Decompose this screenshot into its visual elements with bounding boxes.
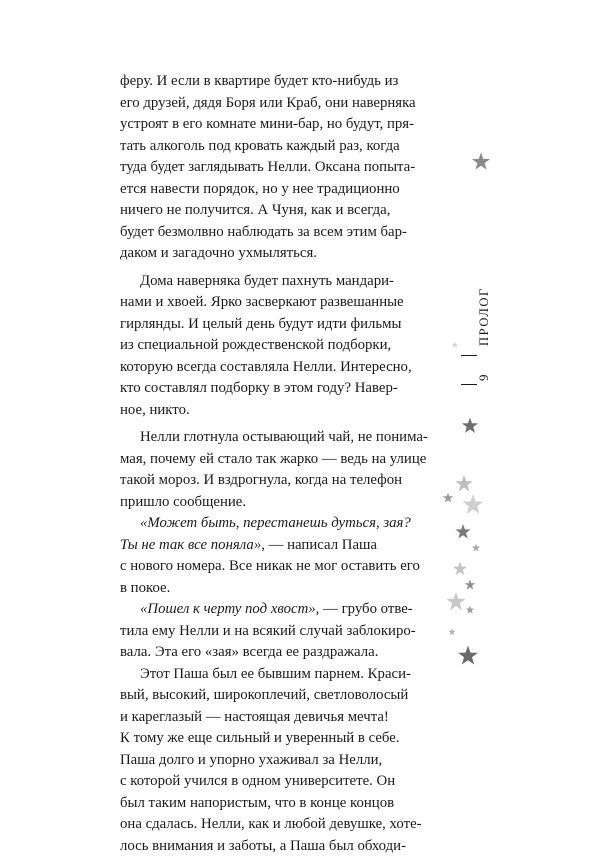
running-head-title: ПРОЛОГ: [477, 206, 492, 346]
star-icon: [462, 418, 478, 433]
paragraph-3: Нелли глотнула остывающий чай, не понима- мая, почему ей стало так жарко — ведь на улице такой мороз. И вздрогнула, когда на телефон пришло сообщение.: [120, 427, 429, 513]
page-number-rule-top: [461, 355, 477, 356]
star-icon: [455, 524, 470, 538]
star-icon: [472, 153, 490, 170]
page-number-box: [461, 355, 477, 385]
star-icon: [448, 628, 456, 635]
star-icon: [453, 562, 467, 576]
paragraph-5: «Пошел к черту под хвост», — грубо отве- тила ему Нелли и на всякий случай заблокиро- вала. Эта его «зая» всегда ее раздражала.: [120, 599, 429, 664]
star-icon: [446, 592, 465, 610]
paragraph-4: «Может быть, перестанешь дуться, зая? Ты не так все поняла», — написал Паша с нового номера. Все никак не мог оставить его в покое.: [120, 513, 429, 599]
running-head: [455, 270, 485, 410]
star-icon: [466, 606, 475, 614]
star-icon: [472, 544, 481, 552]
star-icon: [443, 493, 453, 503]
star-icon: [465, 580, 475, 590]
star-icon: [458, 646, 478, 665]
paragraph-2: Дома наверняка будет пахнуть мандари- нами и хвоей. Ярко засверкают развешанные гирлянды. И целый день будут идти фильмы из специальной рождественской подборки, которую всегда составляла Нелли. Интересно, кто составлял подборку в этом году? Навер- ное, никто.: [120, 271, 429, 422]
paragraph-6: Этот Паша был ее бывшим парнем. Краси- вый, высокий, широкоплечий, светловолосый и кареглазый — настоящая девичья мечта! К тому же еще сильный и уверенный в себе. Паша долго и упорно ухаживал за Нелли, с которой учился в одном университете. Он был таким напористым, что в конце концов она сдалась. Нелли, как и любой девушке, хоте- лось внимания и заботы, а Паша был обходи-: [120, 664, 429, 857]
page-number: 9: [476, 359, 492, 381]
paragraph-1: феру. И если в квартире будет кто-нибудь из его друзей, дядя Боря или Краб, они наверняка устроят в его комнате мини-бар, но будут, пря- тать алкоголь под кровать каждый раз, когда туда будет заглядывать Нелли. Оксана попыта- ется навести порядок, но у нее традиционно ничего не получится. А Чуня, как и всегда, будет безмолвно наблюдать за всем этим бар- даком и загадочно ухмыляться.: [120, 71, 429, 265]
page-number-rule-bottom: [461, 384, 477, 385]
star-icon: [455, 475, 472, 491]
star-icon: [463, 494, 484, 514]
body-text: [120, 71, 429, 857]
